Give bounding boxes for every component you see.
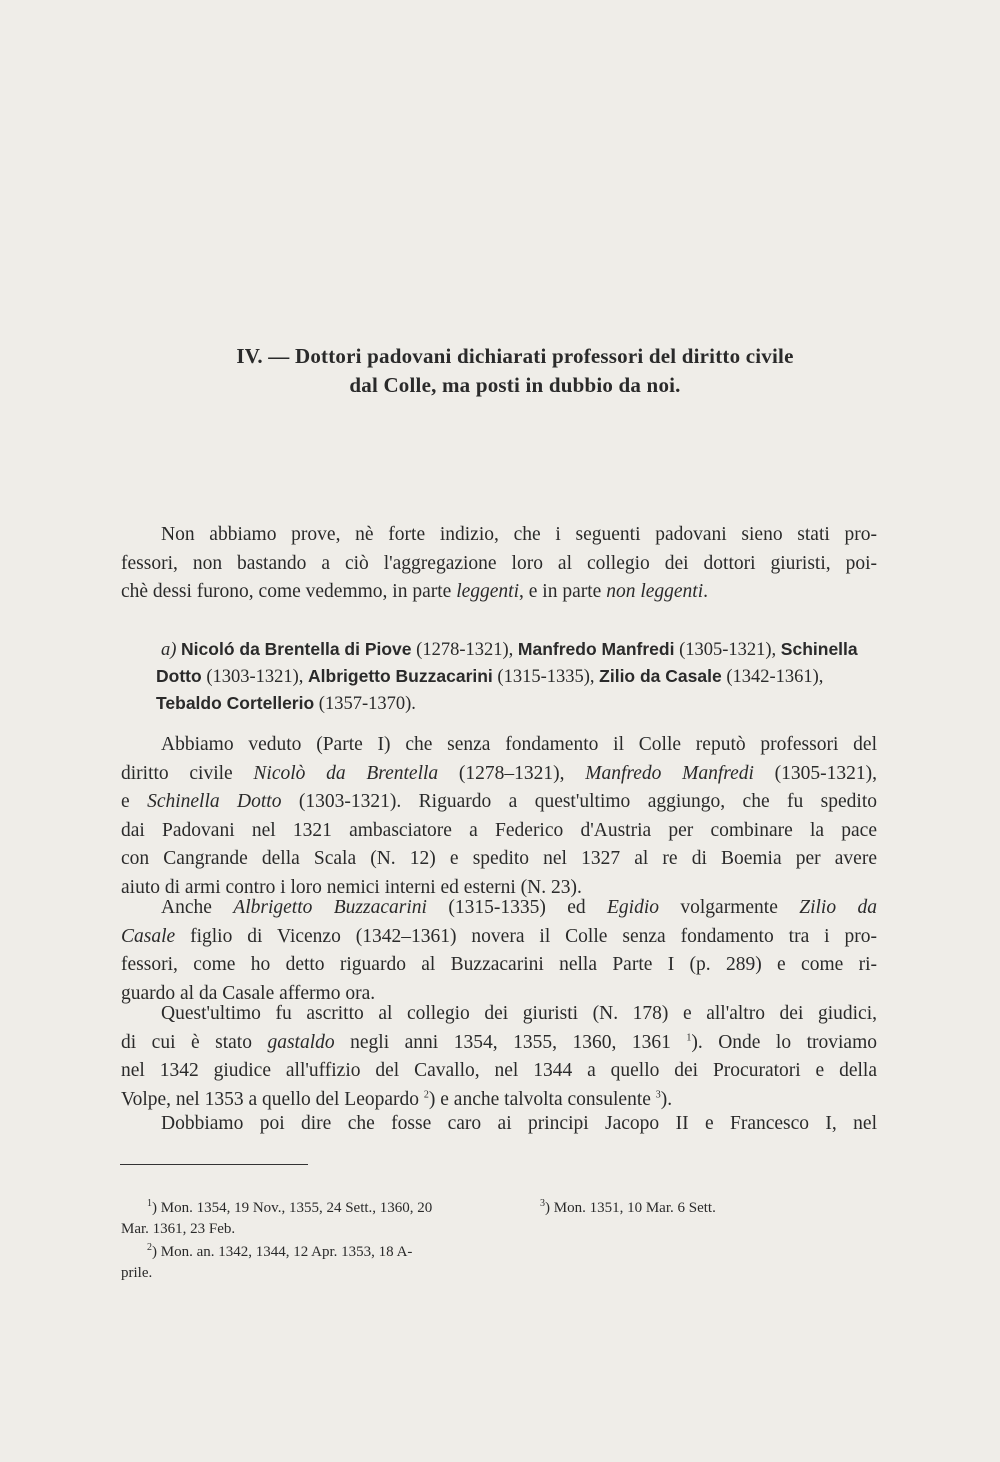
footnote-ref: 3 <box>655 1089 661 1100</box>
text-line: guardo al da Casale affermo ora. <box>121 982 376 1004</box>
heading-line-1: IV. — Dottori padovani dichiarati professori del diritto civile <box>236 344 794 368</box>
text-line: fessori, come ho detto riguardo al Buzzacarini nella Parte I (p. 289) e come ri- <box>121 954 877 975</box>
intro-line: chè dessi furono, come vedemmo, in parte leggenti, e in parte non leggenti. <box>121 581 709 602</box>
paragraph-4 <box>121 1110 877 1139</box>
text-line: e Schinella Dotto (1303-1321). Riguardo a quest'ultimo aggiungo, che fu spedito <box>121 791 878 812</box>
list-line: a) Nicoló da Brentella di Piove (1278-1321), Manfredo Manfredi (1305-1321), Schinella <box>161 639 858 660</box>
list-marker: a) <box>161 640 177 660</box>
list-line: Dotto (1303-1321), Albrigetto Buzzacarini (1315-1335), Zilio da Casale (1342-1361), <box>156 666 824 687</box>
text-line: Dobbiamo poi dire che fosse caro ai principi Jacopo II e Francesco I, nel <box>161 1113 877 1134</box>
text-line: nel 1342 giudice all'uffizio del Cavallo, nel 1344 a quello dei Procuratori e della <box>121 1060 877 1081</box>
text-line: Casale figlio di Vicenzo (1342–1361) novera il Colle senza fondamento tra i pro- <box>121 925 877 947</box>
text-line: dai Padovani nel 1321 ambasciatore a Federico d'Austria per combinare la pace <box>121 819 877 841</box>
text-line: Volpe, nel 1353 a quello del Leopardo $^2$) e anche talvolta consulente $^3$). <box>121 1088 673 1110</box>
footnote-1: $^1$) Mon. 1354, 19 Nov., 1355, 24 Sett., 1360, 20 Mar. 1361, 23 Feb. <box>121 1198 433 1237</box>
list-line: Tebaldo Cortellerio (1357-1370). <box>156 693 416 714</box>
text-line: con Cangrande della Scala (N. 12) e spedito nel 1327 al re di Boemia per avere <box>121 848 877 869</box>
intro-line: Non abbiamo prove, nè forte indizio, che i seguenti padovani sieno stati pro- <box>161 524 877 545</box>
text-line: diritto civile Nicolò da Brentella (1278–1321), Manfredo Manfredi (1305-1321), <box>121 762 878 784</box>
paragraph-1 <box>121 731 877 902</box>
text-line: Anche Albrigetto Buzzacarini (1315-1335) ed Egidio volgarmente Zilio da <box>161 897 877 918</box>
text-line: Abbiamo veduto (Parte I) che senza fondamento il Colle reputò professori del <box>161 734 877 755</box>
footnote-2: $^2$) Mon. an. 1342, 1344, 12 Apr. 1353, 18 A- prile. <box>121 1242 413 1281</box>
footnote-ref: 1 <box>686 1032 692 1043</box>
text-line: aiuto di armi contro i loro nemici interni ed esterni (N. 23). <box>121 876 582 898</box>
paragraph-2 <box>121 894 877 1008</box>
heading-line-2: dal Colle, ma posti in dubbio da noi. <box>349 373 681 397</box>
section-heading <box>120 342 910 400</box>
footnote-3: $^3$) Mon. 1351, 10 Mar. 6 Sett. <box>540 1198 716 1216</box>
intro-paragraph <box>121 521 877 607</box>
text-line: di cui è stato gastaldo negli anni 1354, 1355, 1360, 1361 $^1$). Onde lo troviamo <box>121 1031 877 1053</box>
paragraph-3 <box>121 1000 877 1114</box>
list-section-a <box>121 636 879 717</box>
footnote-ref: 2 <box>423 1089 429 1100</box>
intro-line: fessori, non bastando a ciò l'aggregazione loro al collegio dei dottori giuristi, poi- <box>121 552 877 574</box>
text-line: Quest'ultimo fu ascritto al collegio dei giuristi (N. 178) e all'altro dei giudici, <box>161 1003 877 1024</box>
footnote-divider <box>120 1164 308 1165</box>
